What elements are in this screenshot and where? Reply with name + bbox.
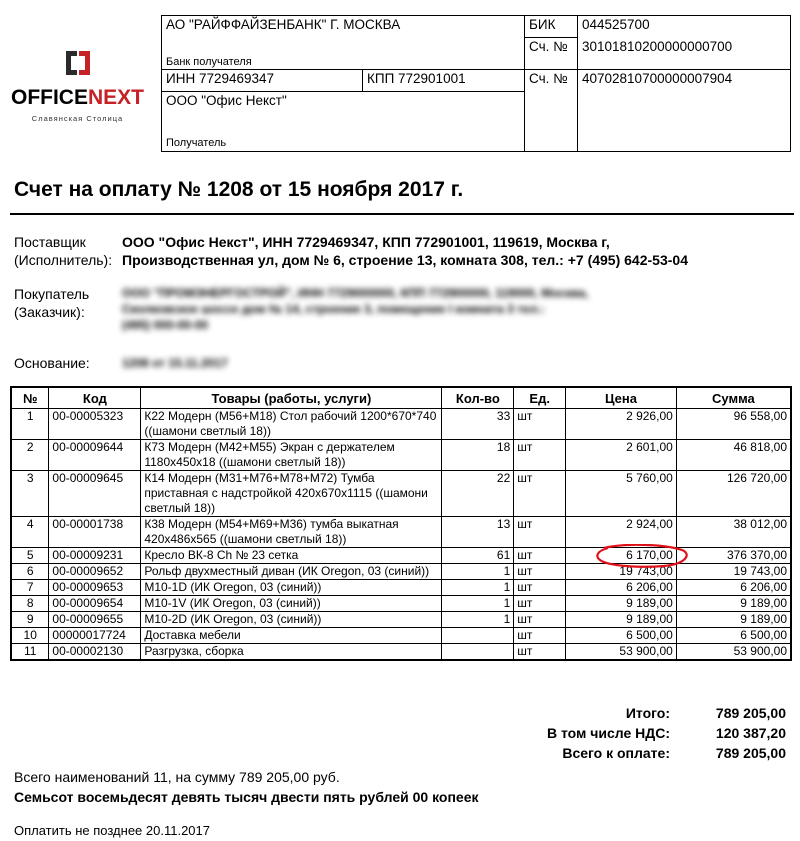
supplier-details: ООО "Офис Некст", ИНН 7729469347, КПП 772901001, 119619, Москва г, Производственная ул, дом № 6, строение 13, комната 308, тел.: +7 (495) 642-53-04 bbox=[122, 234, 688, 268]
row-number: 4 bbox=[11, 517, 49, 548]
row-code: 00-00005323 bbox=[49, 409, 141, 440]
row-number: 7 bbox=[11, 580, 49, 596]
row-qty: 33 bbox=[442, 409, 514, 440]
row-code: 00-00009654 bbox=[49, 596, 141, 612]
row-code: 00-00002130 bbox=[49, 644, 141, 661]
row-goods-name: Рольф двухместный диван (ИК Oregon, 03 (синий)) bbox=[141, 564, 442, 580]
officenext-logo-icon bbox=[63, 48, 93, 78]
col-header-sum: Сумма bbox=[676, 387, 791, 409]
row-number: 1 bbox=[11, 409, 49, 440]
row-sum: 9 189,00 bbox=[676, 596, 791, 612]
row-sum: 6 500,00 bbox=[676, 628, 791, 644]
table-row bbox=[11, 440, 791, 471]
row-qty: 1 bbox=[442, 580, 514, 596]
row-qty: 13 bbox=[442, 517, 514, 548]
row-price: 2 601,00 bbox=[566, 440, 677, 471]
row-unit: шт bbox=[514, 548, 566, 564]
col-header-price: Цена bbox=[566, 387, 677, 409]
invoice-title: Счет на оплату № 1208 от 15 ноября 2017 г. bbox=[14, 178, 464, 201]
row-price: 9 189,00 bbox=[566, 596, 677, 612]
row-number: 3 bbox=[11, 471, 49, 517]
row-code: 00-00009645 bbox=[49, 471, 141, 517]
col-header-qty: Кол-во bbox=[442, 387, 514, 409]
row-unit: шт bbox=[514, 612, 566, 628]
row-number: 6 bbox=[11, 564, 49, 580]
price-highlight-circle bbox=[594, 544, 690, 568]
row-goods-name: М10-1D (ИК Oregon, 03 (синий)) bbox=[141, 580, 442, 596]
row-goods-name: К38 Модерн (М54+М69+М36) тумба выкатная 420x486x565 ((шамони светлый 18)) bbox=[141, 517, 442, 548]
due-label: Всего к оплате: bbox=[562, 745, 670, 761]
payment-deadline: Оплатить не позднее 20.11.2017 bbox=[14, 823, 210, 838]
row-unit: шт bbox=[514, 409, 566, 440]
row-price: 5 760,00 bbox=[566, 471, 677, 517]
row-unit: шт bbox=[514, 564, 566, 580]
row-unit: шт bbox=[514, 517, 566, 548]
buyer-label: Покупатель (Заказчик): bbox=[14, 286, 90, 320]
row-sum: 96 558,00 bbox=[676, 409, 791, 440]
table-row bbox=[11, 612, 791, 628]
row-sum: 126 720,00 bbox=[676, 471, 791, 517]
row-goods-name: К14 Модерн (М31+М76+М78+М72) Тумба приставная с надстройкой 420x670x1115 ((шамони светлый 18)) bbox=[141, 471, 442, 517]
row-qty: 1 bbox=[442, 612, 514, 628]
table-row bbox=[11, 644, 791, 661]
due-value: 789 205,00 bbox=[715, 745, 786, 761]
table-row bbox=[11, 628, 791, 644]
row-unit: шт bbox=[514, 596, 566, 612]
row-number: 8 bbox=[11, 596, 49, 612]
col-header-number: № bbox=[11, 387, 49, 409]
account-value: 40702810700000007904 bbox=[578, 70, 791, 152]
account-label: Сч. № bbox=[525, 70, 578, 152]
bik-label: БИК bbox=[525, 16, 578, 38]
row-sum: 9 189,00 bbox=[676, 612, 791, 628]
row-sum: 19 743,00 bbox=[676, 564, 791, 580]
row-code: 00-00009655 bbox=[49, 612, 141, 628]
logo-tagline: Славянская Столица bbox=[31, 114, 124, 123]
row-goods-name: М10-2D (ИК Oregon, 03 (синий)) bbox=[141, 612, 442, 628]
total-value: 789 205,00 bbox=[715, 705, 786, 721]
row-sum: 46 818,00 bbox=[676, 440, 791, 471]
row-code: 00-00009653 bbox=[49, 580, 141, 596]
row-goods-name: К22 Модерн (М56+М18) Стол рабочий 1200*670*740 ((шамони светлый 18)) bbox=[141, 409, 442, 440]
row-number: 9 bbox=[11, 612, 49, 628]
total-label: Итого: bbox=[625, 705, 670, 721]
bank-caption: Банк получателя bbox=[162, 38, 525, 70]
amount-in-words: Семьсот восемьдесят девять тысяч двести пять рублей 00 копеек bbox=[14, 789, 479, 805]
table-row bbox=[11, 580, 791, 596]
row-number: 2 bbox=[11, 440, 49, 471]
row-unit: шт bbox=[514, 644, 566, 661]
corr-account-value: 30101810200000000700 bbox=[578, 38, 791, 70]
recipient-caption: Получатель bbox=[166, 137, 227, 149]
bank-name: АО "РАЙФФАЙЗЕНБАНК" Г. МОСКВА bbox=[162, 16, 525, 38]
bik-value: 044525700 bbox=[578, 16, 791, 38]
row-code: 00-00001738 bbox=[49, 517, 141, 548]
row-qty: 1 bbox=[442, 596, 514, 612]
row-code: 00000017724 bbox=[49, 628, 141, 644]
row-goods-name: М10-1V (ИК Oregon, 03 (синий)) bbox=[141, 596, 442, 612]
row-sum: 6 206,00 bbox=[676, 580, 791, 596]
bank-details-table bbox=[161, 15, 791, 152]
basis-label: Основание: bbox=[14, 355, 90, 371]
recipient-kpp: КПП 772901001 bbox=[363, 70, 525, 92]
row-price: 6 500,00 bbox=[566, 628, 677, 644]
row-sum: 376 370,00 bbox=[676, 548, 791, 564]
row-code: 00-00009652 bbox=[49, 564, 141, 580]
row-sum: 38 012,00 bbox=[676, 517, 791, 548]
row-number: 10 bbox=[11, 628, 49, 644]
row-unit: шт bbox=[514, 440, 566, 471]
row-qty: 18 bbox=[442, 440, 514, 471]
items-table bbox=[10, 386, 792, 661]
row-price: 6 206,00 bbox=[566, 580, 677, 596]
table-row bbox=[11, 596, 791, 612]
row-goods-name: К73 Модерн (М42+М55) Экран с держателем 1180x450x18 ((шамони светлый 18)) bbox=[141, 440, 442, 471]
supplier-label: Поставщик (Исполнитель): bbox=[14, 234, 113, 268]
table-row bbox=[11, 517, 791, 548]
row-price: 9 189,00 bbox=[566, 612, 677, 628]
row-price: 2 926,00 bbox=[566, 409, 677, 440]
row-price: 19 743,00 bbox=[566, 564, 677, 580]
row-price: 53 900,00 bbox=[566, 644, 677, 661]
items-count-line: Всего наименований 11, на сумму 789 205,00 руб. bbox=[14, 769, 340, 785]
recipient-name: ООО "Офис Некст" bbox=[166, 93, 287, 108]
row-goods-name: Кресло ВК-8 Ch № 23 сетка bbox=[141, 548, 442, 564]
row-number: 11 bbox=[11, 644, 49, 661]
row-sum: 53 900,00 bbox=[676, 644, 791, 661]
row-qty bbox=[442, 628, 514, 644]
row-unit: шт bbox=[514, 580, 566, 596]
row-number: 5 bbox=[11, 548, 49, 564]
row-qty: 22 bbox=[442, 471, 514, 517]
title-divider bbox=[10, 213, 794, 215]
table-row bbox=[11, 471, 791, 517]
row-qty: 61 bbox=[442, 548, 514, 564]
items-table-header bbox=[11, 387, 791, 409]
table-row bbox=[11, 409, 791, 440]
buyer-details-redacted: ООО "ПРОМЭНЕРГОСТРОЙ", ИНН 7729000000, КПП 772900000, 119000, Москва, Сколковское шоссе дом № 14, строение 3, помещение I комната 3 тел.: (495) 000-00-00 bbox=[122, 286, 589, 332]
col-header-unit: Ед. bbox=[514, 387, 566, 409]
col-header-goods: Товары (работы, услуги) bbox=[141, 387, 442, 409]
logo-wordmark: OFFICENEXT bbox=[10, 86, 144, 109]
row-unit: шт bbox=[514, 628, 566, 644]
row-code: 00-00009644 bbox=[49, 440, 141, 471]
vat-value: 120 387,20 bbox=[715, 725, 786, 741]
row-qty bbox=[442, 644, 514, 661]
basis-value-redacted: 1208 от 15.11.2017 bbox=[122, 356, 228, 370]
row-price: 6 170,00 bbox=[566, 548, 677, 564]
row-price: 2 924,00 bbox=[566, 517, 677, 548]
recipient-cell bbox=[162, 92, 525, 152]
recipient-inn: ИНН 7729469347 bbox=[162, 70, 363, 92]
row-goods-name: Разгрузка, сборка bbox=[141, 644, 442, 661]
row-unit: шт bbox=[514, 471, 566, 517]
col-header-code: Код bbox=[49, 387, 141, 409]
row-goods-name: Доставка мебели bbox=[141, 628, 442, 644]
company-logo bbox=[10, 48, 145, 128]
vat-label: В том числе НДС: bbox=[546, 725, 670, 741]
row-qty: 1 bbox=[442, 564, 514, 580]
corr-account-label: Сч. № bbox=[525, 38, 578, 70]
row-code: 00-00009231 bbox=[49, 548, 141, 564]
